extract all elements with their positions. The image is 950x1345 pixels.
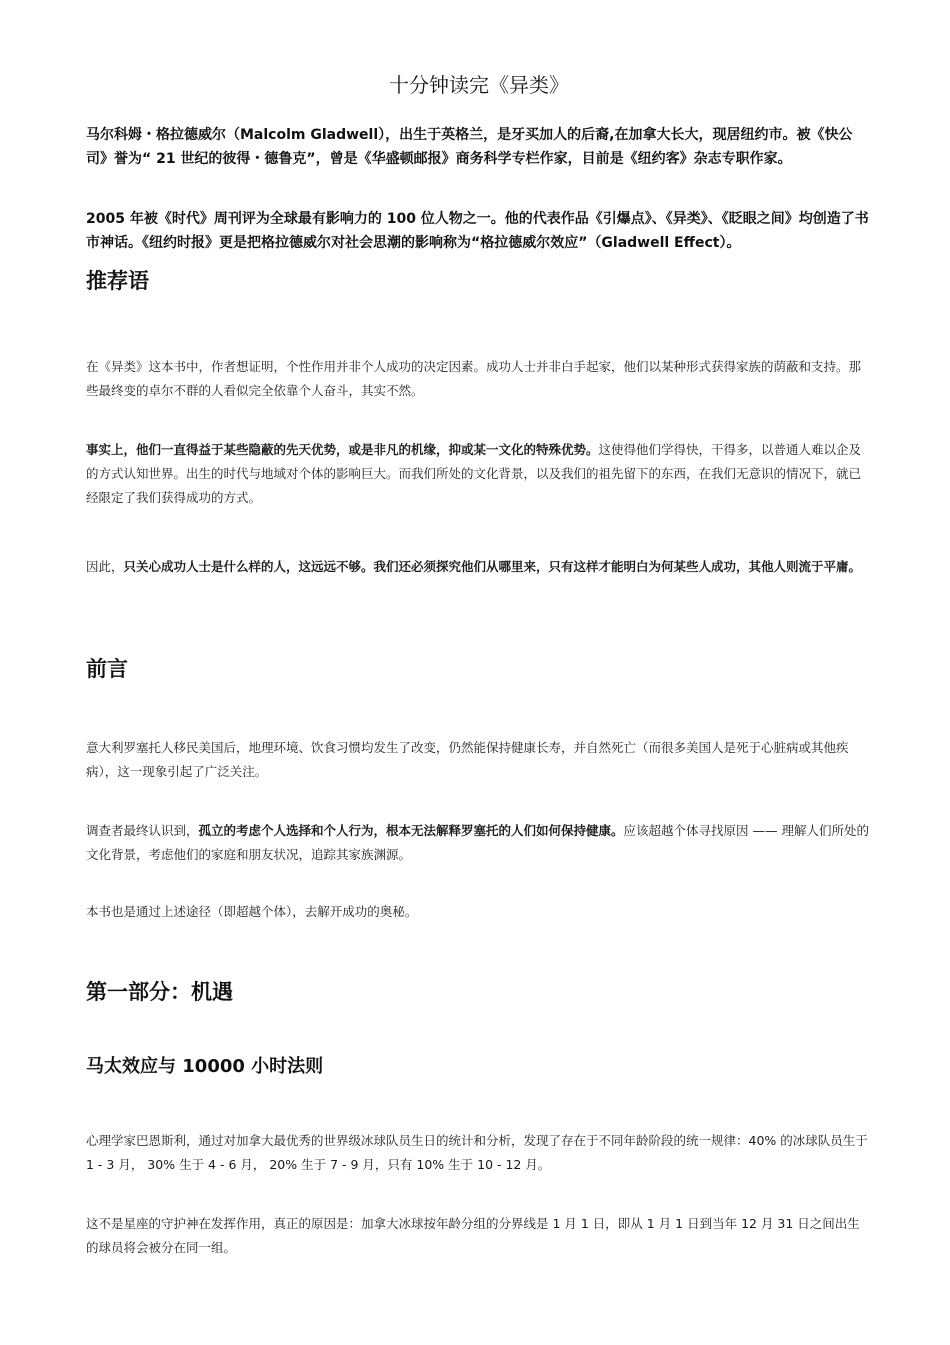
recommend-paragraph-3-lead: 因此， (86, 559, 124, 574)
preface-paragraph-2-text: 应该超越个体寻找原因 —— 理解人们所处的文化背景，考虑他们的家庭和朋友状况，追踪其家族渊源。 (86, 823, 869, 862)
subsection-heading-matthew-effect: 马太效应与 10000 小时法则 (86, 1056, 324, 1077)
document-title: 十分钟读完《异类》 (389, 73, 569, 97)
author-award-paragraph: 2005 年被《时代》周刊评为全球最有影响力的 100 位人物之一。他的代表作品《引爆点》、《异类》、《眨眼之间》均创造了书市神话。《纽约时报》更是把格拉德威尔对社会思潮的影响称为“格拉德威尔效应”（Gladwell Effect）。 (86, 211, 869, 251)
section-heading-part1: 第一部分：机遇 (86, 980, 233, 1004)
recommend-paragraph-2-text: 这使得他们学得快，干得多，以普通人难以企及的方式认知世界。出生的时代与地域对个体的影响巨大。而我们所处的文化背景，以及我们的祖先留下的东西，在我们无意识的情况下，就已经限定了我们获得成功的方式。 (86, 442, 862, 505)
author-intro-paragraph: 马尔科姆・格拉德威尔（Malcolm Gladwell），出生于英格兰，是牙买加人的后裔,在加拿大长大，现居纽约市。被《快公司》誉为“ 21 世纪的彼得・德鲁克”，曾是《华盛顿邮报》商务科学专栏作家，目前是《纽约客》杂志专职作家。 (86, 127, 853, 167)
section-heading-recommend: 推荐语 (86, 269, 149, 293)
recommend-paragraph-3-emphasis: 只关心成功人士是什么样的人，这远远不够。我们还必须探究他们从哪里来，只有这样才能明白为何某些人成功，其他人则流于平庸。 (123, 559, 862, 574)
recommend-paragraph-3 (86, 555, 872, 579)
recommend-paragraph-1: 在《异类》这本书中，作者想证明，个性作用并非个人成功的决定因素。成功人士并非白手起家，他们以某种形式获得家族的荫蔽和支持。那些最终变的卓尔不群的人看似完全依靠个人奋斗，其实不然。 (86, 359, 862, 398)
part1-paragraph-1: 心理学家巴恩斯利，通过对加拿大最优秀的世界级冰球队员生日的统计和分析，发现了存在于不同年龄阶段的统一规律：40% 的冰球队员生于 1 - 3 月， 30% 生于 4 - 6 月， 20% 生于 7 - 9 月，只有 10% 生于 10 - 12 月。 (86, 1133, 868, 1172)
section-heading-preface: 前言 (86, 657, 128, 681)
preface-paragraph-2-lead: 调查者最终认识到， (86, 823, 199, 838)
preface-paragraph-2-emphasis: 孤立的考虑个人选择和个人行为，根本无法解释罗塞托的人们如何保持健康。 (198, 823, 624, 838)
recommend-paragraph-2-emphasis: 事实上，他们一直得益于某些隐蔽的先天优势，或是非凡的机缘，抑或某一文化的特殊优势。 (86, 442, 599, 457)
preface-paragraph-1: 意大利罗塞托人移民美国后，地理环境、饮食习惯均发生了改变，仍然能保持健康长寿，并自然死亡（而很多美国人是死于心脏病或其他疾病），这一现象引起了广泛关注。 (86, 740, 849, 779)
preface-paragraph-3: 本书也是通过上述途径（即超越个体），去解开成功的奥秘。 (86, 904, 418, 919)
recommend-paragraph-2 (86, 438, 872, 510)
preface-paragraph-2 (86, 819, 872, 867)
part1-paragraph-2: 这不是星座的守护神在发挥作用，真正的原因是：加拿大冰球按年龄分组的分界线是 1 月 1 日，即从 1 月 1 日到当年 12 月 31 日之间出生的球员将会被分在同一组。 (86, 1216, 860, 1255)
